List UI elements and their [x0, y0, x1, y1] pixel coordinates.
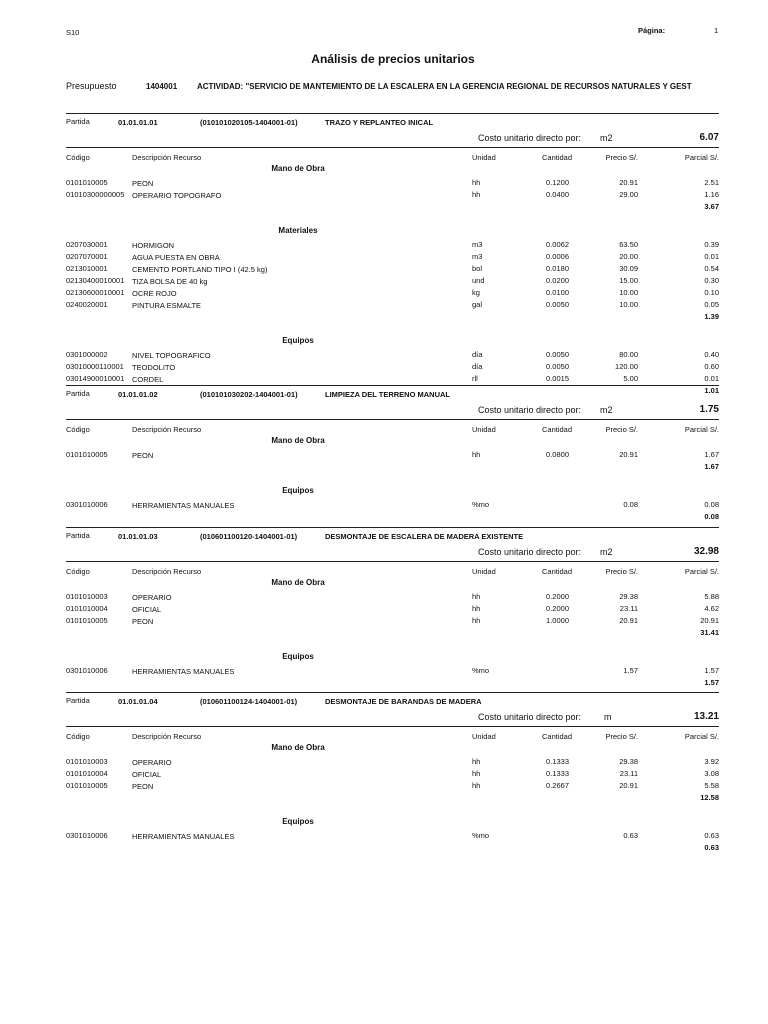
item-code: 0213010001: [66, 264, 108, 273]
item-partial: 4.62: [704, 604, 719, 613]
item-description: PEON: [132, 617, 154, 626]
item-unit: m3: [472, 240, 483, 249]
group-subtotal: 1.01: [704, 386, 719, 395]
item-description: PINTURA ESMALTE: [132, 301, 202, 310]
group-subtotal: 1.57: [704, 678, 719, 687]
item-unit: und: [472, 276, 485, 285]
page-title: Análisis de precios unitarios: [311, 52, 475, 66]
item-description: NIVEL TOPOGRAFICO: [132, 351, 211, 360]
item-quantity: 0.0015: [546, 374, 569, 383]
col-descripcion: Descripción Recurso: [132, 153, 202, 162]
item-description: CEMENTO PORTLAND TIPO I (42.5 kg): [132, 265, 268, 274]
group-subtotal: 1.67: [704, 462, 719, 471]
item-quantity: 0.1333: [546, 757, 569, 766]
col-cantidad: Cantidad: [542, 732, 573, 741]
item-price: 0.63: [623, 831, 638, 840]
item-price: 15.00: [619, 276, 638, 285]
item-unit: hh: [472, 190, 481, 199]
item-partial: 1.67: [704, 450, 719, 459]
col-parcial: Parcial S/.: [684, 153, 719, 162]
item-quantity: 0.1333: [546, 769, 569, 778]
item-code: 02130400010001: [66, 276, 125, 285]
item-price: 5.00: [623, 374, 638, 383]
item-code: 02130600010001: [66, 288, 125, 297]
item-code: 0101010005: [66, 178, 108, 187]
item-description: OFICIAL: [132, 770, 162, 779]
group-subtotal: 1.39: [704, 312, 719, 321]
item-unit: hh: [472, 781, 481, 790]
item-partial: 1.16: [704, 190, 719, 199]
group-title: Materiales: [278, 226, 318, 235]
item-partial: 0.05: [704, 300, 719, 309]
item-price: 63.50: [619, 240, 638, 249]
item-quantity: 0.2667: [546, 781, 569, 790]
item-quantity: 0.0050: [546, 300, 569, 309]
item-quantity: 0.0050: [546, 350, 569, 359]
partida-name: DESMONTAJE DE BARANDAS DE MADERA: [325, 697, 482, 706]
item-code: 0207030001: [66, 240, 108, 249]
item-unit: bol: [472, 264, 483, 273]
partida-label: Partida: [66, 389, 90, 398]
group-title: Mano de Obra: [271, 436, 325, 445]
partida-header-rule: [66, 147, 719, 148]
partida-reference: (010101030202-1404001-01): [200, 390, 298, 399]
partida-name: DESMONTAJE DE ESCALERA DE MADERA EXISTENTE: [325, 532, 524, 541]
item-price: 23.11: [619, 769, 638, 778]
item-description: CORDEL: [132, 375, 164, 384]
item-price: 80.00: [619, 350, 638, 359]
item-quantity: 0.0100: [546, 288, 569, 297]
item-code: 0240020001: [66, 300, 108, 309]
item-unit: hh: [472, 450, 481, 459]
item-unit: hh: [472, 604, 481, 613]
item-unit: gal: [472, 300, 483, 309]
item-description: PEON: [132, 179, 154, 188]
col-unidad: Unidad: [472, 153, 496, 162]
item-description: TIZA BOLSA DE 40 kg: [132, 277, 208, 286]
col-cantidad: Cantidad: [542, 153, 573, 162]
partida-reference: (010601100124-1404001-01): [200, 697, 298, 706]
page-label: Página:: [638, 26, 666, 35]
item-code: 01010300000005: [66, 190, 125, 199]
page-number: 1: [714, 26, 719, 35]
col-precio: Precio S/.: [605, 153, 638, 162]
item-code: 0101010003: [66, 592, 108, 601]
col-cantidad: Cantidad: [542, 567, 573, 576]
group-title: Equipos: [282, 817, 314, 826]
costo-value: 32.98: [693, 546, 719, 557]
item-description: PEON: [132, 451, 154, 460]
item-quantity: 0.0062: [546, 240, 569, 249]
item-unit: hh: [472, 757, 481, 766]
col-cantidad: Cantidad: [542, 425, 573, 434]
item-code: 0301010006: [66, 500, 108, 509]
item-partial: 3.92: [704, 757, 719, 766]
item-code: 0207070001: [66, 252, 108, 261]
item-quantity: 0.1200: [546, 178, 569, 187]
item-unit: rll: [472, 374, 478, 383]
presupuesto-code: 1404001: [146, 82, 178, 91]
item-partial: 0.30: [704, 276, 719, 285]
item-partial: 0.08: [704, 500, 719, 509]
item-price: 0.08: [623, 500, 638, 509]
item-quantity: 0.2000: [546, 592, 569, 601]
item-partial: 0.01: [704, 252, 719, 261]
partida-label: Partida: [66, 117, 90, 126]
item-description: HERRAMIENTAS MANUALES: [132, 667, 235, 676]
group-subtotal: 0.63: [704, 843, 719, 852]
item-unit: hh: [472, 616, 481, 625]
item-partial: 0.54: [704, 264, 719, 273]
partida-header-rule: [66, 419, 719, 420]
item-description: PEON: [132, 782, 154, 791]
partida-header-rule: [66, 561, 719, 562]
presupuesto-label: Presupuesto: [66, 81, 117, 91]
partida-top-rule: [66, 527, 719, 528]
partida-label: Partida: [66, 696, 90, 705]
costo-label: Costo unitario directo por:: [478, 133, 582, 143]
partida-number: 01.01.01.03: [118, 532, 158, 541]
item-description: HERRAMIENTAS MANUALES: [132, 832, 235, 841]
item-description: HORMIGON: [132, 241, 175, 250]
item-partial: 1.57: [704, 666, 719, 675]
item-quantity: 0.0200: [546, 276, 569, 285]
partida-number: 01.01.01.02: [118, 390, 158, 399]
group-subtotal: 31.41: [700, 628, 719, 637]
partida-name: TRAZO Y REPLANTEO INICAL: [325, 118, 434, 127]
costo-label: Costo unitario directo por:: [478, 547, 582, 557]
item-unit: día: [472, 350, 483, 359]
col-parcial: Parcial S/.: [684, 732, 719, 741]
item-partial: 0.39: [704, 240, 719, 249]
item-quantity: 0.0400: [546, 190, 569, 199]
partida-number: 01.01.01.01: [118, 118, 158, 127]
costo-value: 13.21: [693, 711, 719, 722]
item-unit: hh: [472, 769, 481, 778]
item-unit: hh: [472, 592, 481, 601]
col-precio: Precio S/.: [605, 732, 638, 741]
col-parcial: Parcial S/.: [684, 425, 719, 434]
item-price: 29.00: [619, 190, 638, 199]
item-partial: 0.40: [704, 350, 719, 359]
item-price: 20.00: [619, 252, 638, 261]
item-price: 30.09: [619, 264, 638, 273]
col-descripcion: Descripción Recurso: [132, 732, 202, 741]
group-title: Mano de Obra: [271, 578, 325, 587]
costo-unit: m2: [600, 547, 613, 557]
costo-label: Costo unitario directo por:: [478, 405, 582, 415]
partida-reference: (010101020105-1404001-01): [200, 118, 298, 127]
item-quantity: 0.0050: [546, 362, 569, 371]
item-partial: 5.88: [704, 592, 719, 601]
col-parcial: Parcial S/.: [684, 567, 719, 576]
costo-unit: m2: [600, 133, 613, 143]
item-description: TEODOLITO: [132, 363, 176, 372]
group-title: Equipos: [282, 336, 314, 345]
item-unit: %mo: [472, 666, 490, 675]
item-description: OPERARIO TOPOGRAFO: [132, 191, 222, 200]
item-description: AGUA PUESTA EN OBRA: [132, 253, 220, 262]
item-price: 20.91: [619, 178, 638, 187]
item-unit: %mo: [472, 500, 490, 509]
item-price: 29.38: [619, 592, 638, 601]
costo-value: 1.75: [699, 404, 719, 415]
costo-value: 6.07: [699, 132, 719, 143]
item-price: 20.91: [619, 781, 638, 790]
col-precio: Precio S/.: [605, 567, 638, 576]
col-codigo: Código: [66, 425, 90, 434]
item-quantity: 0.0800: [546, 450, 569, 459]
group-title: Equipos: [282, 486, 314, 495]
col-codigo: Código: [66, 732, 90, 741]
col-codigo: Código: [66, 567, 90, 576]
item-description: HERRAMIENTAS MANUALES: [132, 501, 235, 510]
system-code: S10: [66, 28, 80, 37]
item-price: 10.00: [619, 288, 638, 297]
group-subtotal: 12.58: [700, 793, 719, 802]
item-unit: m3: [472, 252, 483, 261]
item-price: 10.00: [619, 300, 638, 309]
group-title: Mano de Obra: [271, 743, 325, 752]
group-title: Mano de Obra: [271, 164, 325, 173]
partida-top-rule: [66, 385, 719, 386]
group-subtotal: 0.08: [704, 512, 719, 521]
item-partial: 5.58: [704, 781, 719, 790]
item-partial: 3.08: [704, 769, 719, 778]
item-partial: 0.63: [704, 831, 719, 840]
item-description: OCRE ROJO: [132, 289, 177, 298]
item-partial: 0.60: [704, 362, 719, 371]
item-quantity: 0.0180: [546, 264, 569, 273]
item-price: 23.11: [619, 604, 638, 613]
item-quantity: 0.2000: [546, 604, 569, 613]
col-codigo: Código: [66, 153, 90, 162]
col-descripcion: Descripción Recurso: [132, 425, 202, 434]
costo-unit: m: [604, 712, 612, 722]
partida-reference: (010601100120-1404001-01): [200, 532, 298, 541]
item-unit: kg: [472, 288, 480, 297]
item-code: 0101010005: [66, 616, 108, 625]
item-price: 1.57: [623, 666, 638, 675]
costo-unit: m2: [600, 405, 613, 415]
partida-number: 01.01.01.04: [118, 697, 158, 706]
item-unit: hh: [472, 178, 481, 187]
item-code: 0301000002: [66, 350, 108, 359]
col-unidad: Unidad: [472, 425, 496, 434]
item-price: 29.38: [619, 757, 638, 766]
item-partial: 20.91: [700, 616, 719, 625]
item-partial: 0.01: [704, 374, 719, 383]
group-subtotal: 3.67: [704, 202, 719, 211]
item-quantity: 1.0000: [546, 616, 569, 625]
item-description: OPERARIO: [132, 593, 172, 602]
item-code: 0301010006: [66, 831, 108, 840]
item-price: 120.00: [615, 362, 638, 371]
group-title: Equipos: [282, 652, 314, 661]
partida-top-rule: [66, 113, 719, 114]
col-descripcion: Descripción Recurso: [132, 567, 202, 576]
item-description: OFICIAL: [132, 605, 162, 614]
item-code: 0101010005: [66, 781, 108, 790]
item-code: 0101010004: [66, 769, 108, 778]
item-partial: 2.51: [704, 178, 719, 187]
item-unit: %mo: [472, 831, 490, 840]
item-code: 0301010006: [66, 666, 108, 675]
item-code: 03010000110001: [66, 362, 124, 371]
costo-label: Costo unitario directo por:: [478, 712, 582, 722]
item-code: 03014900010001: [66, 374, 125, 383]
partida-top-rule: [66, 692, 719, 693]
item-code: 0101010004: [66, 604, 108, 613]
item-price: 20.91: [619, 450, 638, 459]
item-price: 20.91: [619, 616, 638, 625]
item-partial: 0.10: [704, 288, 719, 297]
item-quantity: 0.0006: [546, 252, 569, 261]
item-code: 0101010005: [66, 450, 108, 459]
item-code: 0101010003: [66, 757, 108, 766]
col-unidad: Unidad: [472, 732, 496, 741]
col-unidad: Unidad: [472, 567, 496, 576]
partida-label: Partida: [66, 531, 90, 540]
item-description: OPERARIO: [132, 758, 172, 767]
col-precio: Precio S/.: [605, 425, 638, 434]
partida-name: LIMPIEZA DEL TERRENO MANUAL: [325, 390, 450, 399]
presupuesto-description: ACTIVIDAD: "SERVICIO DE MANTEMIENTO DE LA ESCALERA EN LA GERENCIA REGIONAL DE RECURSOS NATURALES Y GEST: [197, 82, 692, 91]
item-unit: día: [472, 362, 483, 371]
partida-header-rule: [66, 726, 719, 727]
